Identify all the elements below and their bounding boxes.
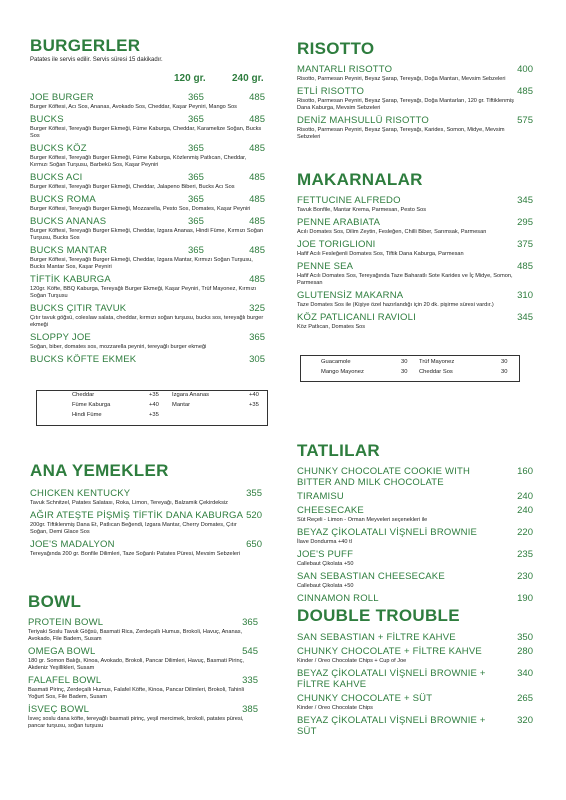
menu-item [297, 195, 533, 214]
burgerler-subtitle: Patates ile servis edilir. Servis süresi 15 dakikadır. [30, 57, 163, 63]
item-price-240: 325 [249, 303, 265, 314]
item-description: Tereyağında 200 gr. Bonfile Dilimleri, Taze Soğanlı Patates Püresi, Mevsim Sebzeleri [30, 551, 241, 557]
item-price: 345 [517, 312, 533, 323]
item-description: İsveç soslu dana köfte, tereyağlı basmati pirinç, yeşil mercimek, brokoli, patates püresi, pancar turşusu, soğan turşusu [28, 716, 244, 729]
item-description: Burger Köftesi, Tereyağlı Burger Ekmeği, Mozzarella, Pesto Sos, Domates, Kaşar Peyniri [30, 206, 251, 212]
tatlilar-list [297, 466, 533, 607]
extra-name: Trüf Mayonez [419, 359, 455, 365]
menu-item [30, 488, 262, 507]
extra-name: Mango Mayonez [321, 369, 364, 375]
tatlilar-title: TATLILAR [297, 441, 380, 460]
item-price-120: 365 [188, 172, 204, 183]
makarnalar-title: MAKARNALAR [297, 170, 423, 189]
extra-price: 30 [501, 369, 508, 375]
risotto-title: RISOTTO [297, 39, 375, 58]
menu-item [297, 693, 533, 712]
item-description: Burger Köftesi, Tereyağlı Burger Ekmeği, Cheddar, Izgara Ananas, Hindi Füme, Kırmızı Soğan Turşusu, Bucks Sos [30, 228, 264, 241]
burger-list [30, 92, 265, 368]
menu-item [297, 527, 533, 546]
item-price: 235 [517, 549, 533, 560]
item-name: TIRAMISU [297, 491, 344, 502]
item-description: 200gr. Tiftiklenmiş Dana Et, Patlıcan Beğendi, Izgara Mantar, Cherry Domates, Çıtır Soğan, Demi Glace Sos [30, 522, 237, 535]
menu-item [30, 274, 265, 300]
item-price-240: 365 [249, 332, 265, 343]
extra-price: 30 [501, 359, 508, 365]
ana-yemekler-list [30, 488, 262, 561]
extra-price: +35 [149, 392, 159, 398]
item-name: BEYAZ ÇİKOLATALI VİŞNELİ BROWNIE + SÜT [297, 715, 486, 737]
extra-name: Cheddar [72, 392, 95, 398]
item-price: 335 [242, 675, 258, 686]
item-price: 545 [242, 646, 258, 657]
risotto-list [297, 64, 533, 144]
item-name: BUCKS [30, 114, 64, 125]
menu-item [297, 239, 533, 258]
item-description: İlave Dondurma +40 tl [297, 539, 352, 545]
extra-price: +35 [149, 412, 159, 418]
item-price: 350 [517, 632, 533, 643]
menu-item [30, 194, 265, 213]
item-name: CHUNKY CHOCOLATE COOKIE WITH BITTER AND MILK CHOCOLATE [297, 466, 471, 488]
item-name: CINNAMON ROLL [297, 593, 379, 604]
item-description: Burger Köftesi, Tereyağlı Burger Ekmeği, Cheddar, Jalapeno Biberi, Bucks Acı Sos [30, 184, 235, 190]
extra-name: Mantar [172, 402, 191, 408]
menu-item [297, 668, 533, 690]
item-description: Tavuk Bonfile, Mantar Krema, Parmesan, Pesto Sos [297, 207, 427, 213]
burgerler-title: BURGERLER [30, 36, 141, 55]
item-price-240: 485 [249, 274, 265, 285]
item-price-240: 485 [249, 114, 265, 125]
item-description: Risotto, Parmesan Peyniri, Beyaz Şarap, Tereyağı, Doğa Mantarı, Mevsim Sebzeleri [297, 76, 506, 82]
item-name: PENNE ARABIATA [297, 217, 381, 228]
extra-name: Hindi Füme [72, 412, 102, 418]
menu-item [297, 312, 533, 331]
menu-item [30, 143, 265, 169]
extra-price: +35 [249, 402, 259, 408]
item-description: 180 gr. Somon Balığı, Kinoa, Avokado, Brokoli, Pancar Dilimleri, Havuç, Basmati Pirinç, Akdeniz Yeşillikleri, Susam [28, 658, 244, 671]
item-price: 485 [517, 86, 533, 97]
menu-item [297, 86, 533, 112]
item-description: Burger Köftesi, Tereyağlı Burger Ekmeği, Füme Kaburga, Cheddar, Karamelize Soğan, Bucks Sos [30, 126, 262, 139]
menu-item [28, 704, 258, 730]
menu-item [297, 593, 533, 604]
menu-item [30, 539, 262, 558]
item-description: Soğan, biber, domates sos, mozzarella peyniri, tereyağlı burger ekmeği [30, 344, 207, 350]
menu-item [30, 114, 265, 140]
extra-price: 30 [401, 369, 408, 375]
bowl-list [28, 617, 258, 733]
item-name: BUCKS ACI [30, 172, 83, 183]
item-name: BUCKS ROMA [30, 194, 96, 205]
menu-item [28, 646, 258, 672]
item-description: Hafif Acılı Fesleğenli Domates Sos, Tiftik Dana Kaburga, Parmesan [297, 251, 464, 257]
item-name: FALAFEL BOWL [28, 675, 102, 686]
item-name: BEYAZ ÇİKOLATALI VİŞNELİ BROWNIE + FİLTRE KAHVE [297, 668, 486, 690]
item-name: GLUTENSİZ MAKARNA [297, 290, 404, 301]
item-price: 365 [242, 617, 258, 628]
item-name: BUCKS KÖZ [30, 143, 87, 154]
item-description: 120gr. Köfte, BBQ Kaburga, Tereyağlı Burger Ekmeği, Kaşar Peyniri, Trüf Mayonez, Kırmızı Soğan Turşusu [30, 286, 257, 299]
menu-item [30, 216, 265, 242]
item-name: BUCKS ÇITIR TAVUK [30, 303, 127, 314]
extra-name: Guacamole [321, 359, 351, 365]
item-price: 320 [517, 715, 533, 726]
item-description: Köz Patlıcan, Domates Sos [297, 324, 366, 330]
menu-item [28, 675, 258, 701]
item-price: 345 [517, 195, 533, 206]
makarna-extras-box [300, 355, 520, 382]
item-name: BEYAZ ÇİKOLATALI VİŞNELİ BROWNIE [297, 527, 478, 538]
item-name: SAN SEBASTIAN + FİLTRE KAHVE [297, 632, 456, 643]
extra-name: Cheddar Sos [419, 369, 453, 375]
item-price-240: 305 [249, 354, 265, 365]
makarnalar-list [297, 195, 533, 334]
extra-name: Füme Kaburga [72, 402, 111, 408]
extra-name: Izgara Ananas [172, 392, 210, 398]
menu-item [297, 715, 533, 737]
item-description: Süt Reçeli - Limon - Orman Meyveleri seçenekleri ile [297, 517, 428, 523]
item-description: Callebaut Çikolata +50 [297, 561, 354, 567]
item-name: BUCKS MANTAR [30, 245, 108, 256]
item-price: 240 [517, 491, 533, 502]
item-name: CHICKEN KENTUCKY [30, 488, 131, 499]
item-description: Callebaut Çikolata +50 [297, 583, 354, 589]
item-name: TİFTİK KABURGA [30, 274, 111, 285]
item-price: 295 [517, 217, 533, 228]
item-description: Tavuk Schnitzel, Patates Salatası, Roka, Limon, Tereyağı, Balzamik Çekirdeksiz [30, 500, 228, 506]
item-name: SAN SEBASTIAN CHEESECAKE [297, 571, 445, 582]
item-name: OMEGA BOWL [28, 646, 96, 657]
menu-item [297, 290, 533, 309]
item-price: 375 [517, 239, 533, 250]
item-price: 220 [517, 527, 533, 538]
item-price-120: 365 [188, 92, 204, 103]
item-price-120: 365 [188, 216, 204, 227]
item-price-240: 485 [249, 216, 265, 227]
item-price-120: 365 [188, 194, 204, 205]
burger-extras-box [36, 390, 268, 426]
item-description: Kinder / Oreo Chocolate Chips [297, 705, 373, 711]
menu-item [297, 261, 533, 287]
item-name: JOE'S MADALYON [30, 539, 115, 550]
item-name: SLOPPY JOE [30, 332, 91, 343]
item-price: 355 [246, 488, 262, 499]
double-trouble-title: DOUBLE TROUBLE [297, 606, 460, 625]
item-name: CHEESECAKE [297, 505, 364, 516]
item-price: 280 [517, 646, 533, 657]
item-name: ETLİ RISOTTO [297, 86, 365, 97]
item-name: CHUNKY CHOCOLATE + FİLTRE KAHVE [297, 646, 482, 657]
menu-item [297, 491, 533, 502]
item-name: BUCKS ANANAS [30, 216, 107, 227]
item-price-120: 365 [188, 245, 204, 256]
item-name: PROTEIN BOWL [28, 617, 104, 628]
item-name: MANTARLI RISOTTO [297, 64, 393, 75]
menu-item [297, 549, 533, 568]
menu-item [297, 646, 533, 665]
menu-item [297, 466, 533, 488]
item-name: CHUNKY CHOCOLATE + SÜT [297, 693, 433, 704]
item-name: DENİZ MAHSULLÜ RISOTTO [297, 115, 429, 126]
size-120-header: 120 gr. [174, 73, 206, 84]
menu-item [297, 632, 533, 643]
item-description: Basmati Pirinç, Zerdeçallı Humus, Falafel Köfte, Kinoa, Pancar Dilimleri, Brokoli, Tahinli Yoğurt Sos, File Badem, Susam [28, 687, 244, 700]
item-price: 400 [517, 64, 533, 75]
item-name: PENNE SEA [297, 261, 354, 272]
item-price: 575 [517, 115, 533, 126]
item-description: Risotto, Parmesan Peyniri, Beyaz Şarap, Tereyağı, Karides, Somon, Midye, Mevsim Sebzeleri [297, 127, 505, 140]
item-name: AĞIR ATEŞTE PİŞMİŞ TİFTİK DANA KABURGA [30, 510, 244, 521]
menu-item [297, 115, 533, 141]
menu-item [297, 217, 533, 236]
menu-item [297, 64, 533, 83]
item-name: FETTUCINE ALFREDO [297, 195, 401, 206]
menu-item [30, 245, 265, 271]
item-price-240: 485 [249, 92, 265, 103]
item-price: 520 [246, 510, 262, 521]
bowl-title: BOWL [28, 592, 82, 611]
item-name: BUCKS KÖFTE EKMEK [30, 354, 137, 365]
item-name: KÖZ PATLICANLI RAVIOLI [297, 312, 416, 323]
item-description: Burger Köftesi, Tereyağlı Burger Ekmeği, Cheddar, Izgara Mantar, Kırmızı Soğan Turşusu, Bucks Mantar Sos, Kaşar Peyniri [30, 257, 253, 270]
menu-item [30, 354, 265, 365]
ana-yemekler-title: ANA YEMEKLER [30, 461, 169, 480]
item-price-240: 485 [249, 245, 265, 256]
item-price: 485 [517, 261, 533, 272]
item-description: Risotto, Parmesan Peyniri, Beyaz Şarap, Tereyağı, Doğa Mantarları, 120 gr. Tiftiklenmiş Dana Kaburga, Mevsim Sebzeleri [297, 98, 514, 111]
item-price-120: 365 [188, 114, 204, 125]
right-column [297, 0, 533, 800]
extra-price: +40 [149, 402, 159, 408]
item-price: 265 [517, 693, 533, 704]
double-trouble-list [297, 632, 533, 740]
item-description: Kinder / Oreo Chocolate Chips + Cup of Joe [297, 658, 407, 664]
item-description: Burger Köftesi, Acı Sos, Ananas, Avokado Sos, Cheddar, Kaşar Peyniri, Mango Sos [30, 104, 237, 110]
item-price-240: 485 [249, 172, 265, 183]
item-price: 650 [246, 539, 262, 550]
item-price: 230 [517, 571, 533, 582]
menu-item [30, 332, 265, 351]
menu-item [28, 617, 258, 643]
menu-item [30, 303, 265, 329]
item-price-240: 485 [249, 194, 265, 205]
item-price: 160 [517, 466, 533, 477]
menu-item [30, 92, 265, 111]
item-description: Teriyaki Soslu Tavuk Göğsü, Basmati Rica, Zerdeçallı Humus, Brokoli, Havuç, Ananas, Avokado, File Badem, Susam [28, 629, 243, 642]
item-name: İSVEÇ BOWL [28, 704, 90, 715]
item-price: 240 [517, 505, 533, 516]
item-price: 385 [242, 704, 258, 715]
item-description: Burger Köftesi, Tereyağlı Burger Ekmeği, Füme Kaburga, Közlenmiş Patlıcan, Cheddar, Kırmızı Soğan Turşusu, Barbekü Sos, Kaşar Peyniri [30, 155, 247, 168]
extra-price: 30 [401, 359, 408, 365]
item-description: Taze Domates Sos ile (Kişiye özel hazırlandığı için 20 dk. pişirme süresi vardır.) [297, 302, 494, 308]
extra-price: +40 [249, 392, 259, 398]
item-price: 190 [517, 593, 533, 604]
item-name: JOE BURGER [30, 92, 94, 103]
left-column [30, 0, 270, 800]
menu-item [30, 172, 265, 191]
menu-item [297, 505, 533, 524]
item-description: Hafif Acılı Domates Sos, Tereyağında Taze Baharatlı Sote Karides ve İç Midye, Somon, Parmesan [297, 273, 513, 286]
item-name: JOE'S PUFF [297, 549, 354, 560]
item-price-240: 485 [249, 143, 265, 154]
item-price-120: 365 [188, 143, 204, 154]
item-price: 340 [517, 668, 533, 679]
menu-item [30, 510, 262, 536]
item-name: JOE TORIGLIONI [297, 239, 376, 250]
menu-item [297, 571, 533, 590]
item-description: Çıtır tavuk göğsü, coleslaw salata, cheddar, kırmızı soğan turşusu, bucks sos, tereyağlı burger ekmeği [30, 315, 264, 328]
size-240-header: 240 gr. [232, 73, 264, 84]
item-price: 310 [517, 290, 533, 301]
item-description: Acılı Domates Sos, Dilim Zeytin, Fesleğen, Chilli Biber, Sarımsak, Parmesan [297, 229, 487, 235]
